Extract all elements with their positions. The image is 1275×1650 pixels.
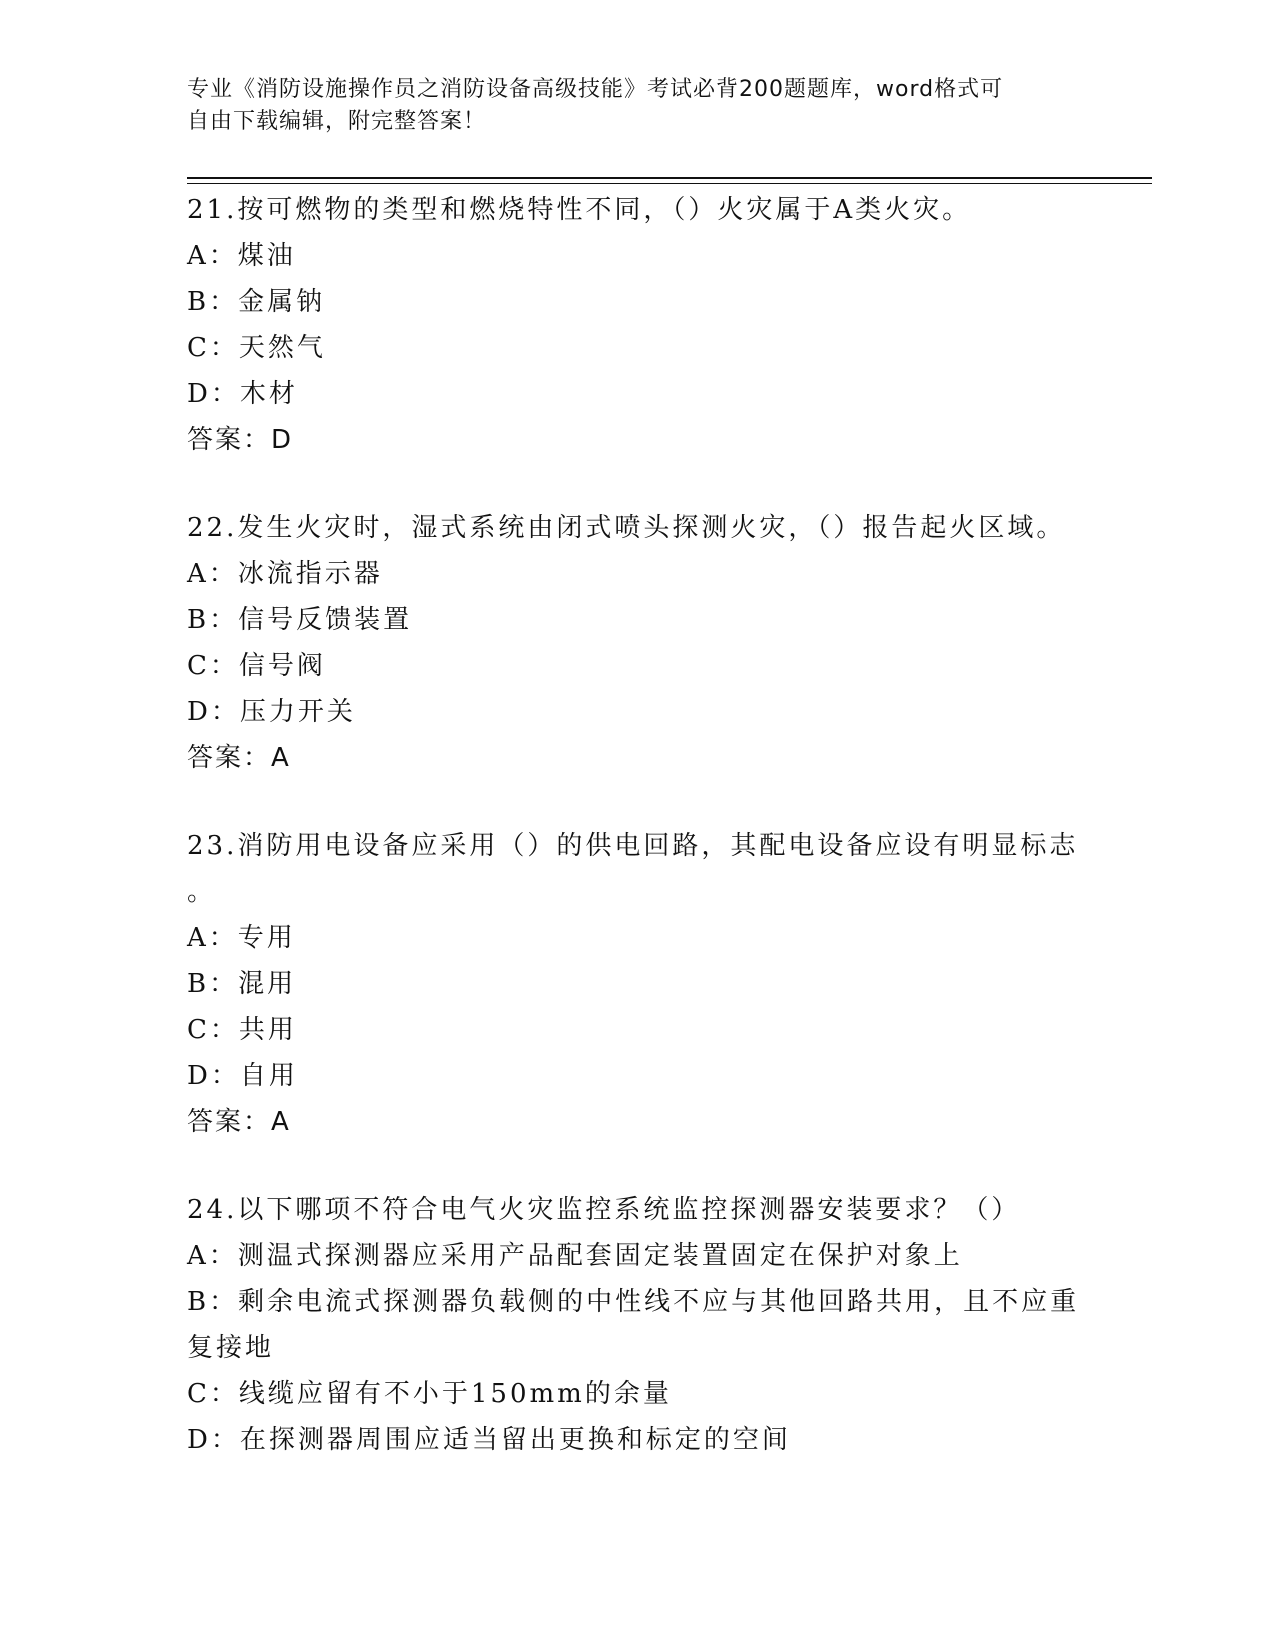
option-a: A：煤油: [187, 241, 296, 271]
question-list: [187, 187, 1087, 1505]
option-b: B：信号反馈装置: [187, 605, 413, 635]
document-header: [187, 74, 1067, 138]
header-rule-thick: [187, 177, 1152, 179]
header-line-1: 专业《消防设施操作员之消防设备高级技能》考试必背200题题库，word格式可: [187, 77, 1004, 102]
option-b-continuation: 复接地: [187, 1333, 275, 1363]
header-rule-thin: [187, 183, 1152, 184]
answer-label: 答案：A: [187, 743, 291, 773]
header-line-2: 自由下载编辑，附完整答案！: [187, 109, 487, 134]
option-b: B：混用: [187, 969, 297, 999]
question-21: [187, 187, 1087, 463]
option-a: A：测温式探测器应采用产品配套固定装置固定在保护对象上: [187, 1241, 963, 1271]
option-c: C：线缆应留有不小于150mm的余量: [187, 1379, 672, 1409]
answer-label: 答案：D: [187, 425, 294, 455]
option-c: C：天然气: [187, 333, 326, 363]
question-stem: 24.以下哪项不符合电气火灾监控系统监控探测器安装要求？（）: [187, 1195, 1021, 1225]
option-d: D：在探测器周围应适当留出更换和标定的空间: [187, 1425, 791, 1455]
question-stem: 23.消防用电设备应采用（）的供电回路，其配电设备应设有明显标志: [187, 831, 1079, 861]
option-d: D：压力开关: [187, 697, 356, 727]
option-a: A：专用: [187, 923, 296, 953]
question-stem: 21.按可燃物的类型和燃烧特性不同，（）火灾属于A类火灾。: [187, 195, 972, 225]
question-stem-continuation: 。: [187, 877, 217, 907]
option-c: C：共用: [187, 1015, 297, 1045]
option-b: B：金属钠: [187, 287, 326, 317]
option-d: D：木材: [187, 379, 298, 409]
option-c: C：信号阀: [187, 651, 326, 681]
question-22: [187, 505, 1087, 781]
answer-label: 答案：A: [187, 1107, 291, 1137]
question-stem: 22.发生火灾时，湿式系统由闭式喷头探测火灾，（）报告起火区域。: [187, 513, 1066, 543]
option-a: A：冰流指示器: [187, 559, 383, 589]
question-23: [187, 823, 1087, 1145]
question-24: [187, 1187, 1087, 1463]
option-d: D：自用: [187, 1061, 298, 1091]
option-b: B：剩余电流式探测器负载侧的中性线不应与其他回路共用，且不应重: [187, 1287, 1080, 1317]
